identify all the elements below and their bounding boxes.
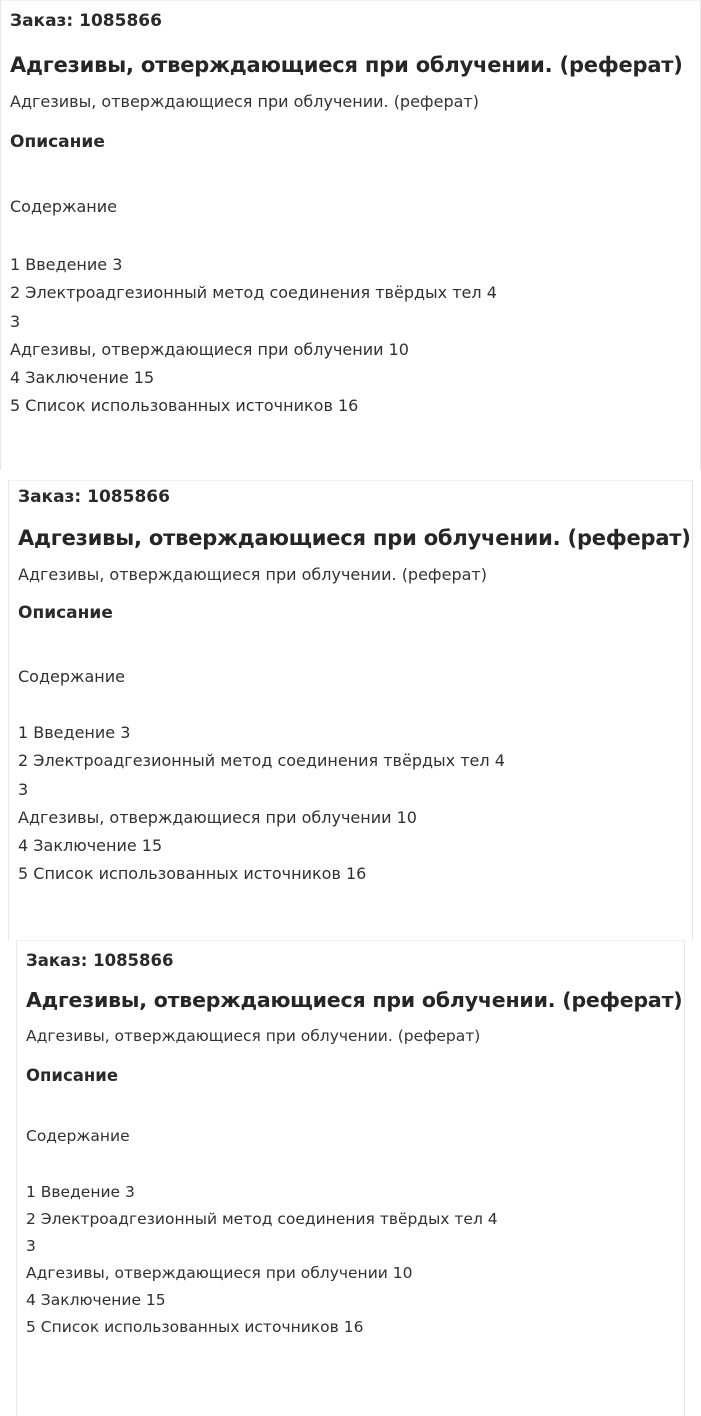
document-title: Адгезивы, отверждающиеся при облучении. (реферат)	[18, 526, 691, 550]
toc-item: Адгезивы, отверждающиеся при облучении 10	[26, 1264, 413, 1282]
order-number: Заказ: 1085866	[10, 11, 162, 31]
toc-item: 4 Заключение 15	[18, 836, 163, 856]
order-number: Заказ: 1085866	[26, 951, 174, 970]
description-heading: Описание	[10, 132, 105, 152]
toc-item: 1 Введение 3	[26, 1183, 135, 1201]
toc-item: Адгезивы, отверждающиеся при облучении 10	[18, 807, 417, 827]
toc-item: 2 Электроадгезионный метод соединения твёрдых тел 4	[10, 283, 497, 303]
toc-item: 2 Электроадгезионный метод соединения твёрдых тел 4	[18, 751, 505, 771]
table-of-contents	[10, 251, 497, 421]
toc-item: 1 Введение 3	[10, 255, 123, 274]
description-heading: Описание	[18, 603, 113, 623]
document-card-1	[0, 0, 701, 470]
contents-label: Содержание	[18, 667, 125, 686]
description-heading: Описание	[26, 1066, 119, 1085]
toc-item: 5 Список использованных источников 16	[26, 1318, 364, 1336]
toc-item: 3	[10, 311, 21, 331]
order-number: Заказ: 1085866	[18, 487, 170, 507]
table-of-contents	[18, 719, 505, 889]
toc-item: 4 Заключение 15	[10, 368, 155, 388]
document-subtitle: Адгезивы, отверждающиеся при облучении. (реферат)	[18, 565, 487, 584]
toc-item: 5 Список использованных источников 16	[18, 864, 367, 884]
toc-item: 1 Введение 3	[18, 723, 131, 742]
toc-item: 3	[18, 779, 29, 799]
contents-label: Содержание	[10, 197, 117, 216]
document-card-2	[8, 480, 693, 940]
toc-item: 5 Список использованных источников 16	[10, 396, 359, 416]
contents-label: Содержание	[26, 1127, 130, 1145]
document-card-3	[16, 940, 685, 1416]
document-title: Адгезивы, отверждающиеся при облучении. (реферат)	[10, 53, 683, 77]
toc-item: 3	[26, 1237, 36, 1255]
document-subtitle: Адгезивы, отверждающиеся при облучении. (реферат)	[26, 1027, 481, 1045]
document-title: Адгезивы, отверждающиеся при облучении. (реферат)	[26, 988, 683, 1012]
toc-item: 2 Электроадгезионный метод соединения твёрдых тел 4	[26, 1210, 498, 1228]
document-subtitle: Адгезивы, отверждающиеся при облучении. (реферат)	[10, 92, 479, 111]
toc-item: Адгезивы, отверждающиеся при облучении 10	[10, 339, 409, 359]
table-of-contents	[26, 1179, 498, 1341]
toc-item: 4 Заключение 15	[26, 1291, 166, 1309]
